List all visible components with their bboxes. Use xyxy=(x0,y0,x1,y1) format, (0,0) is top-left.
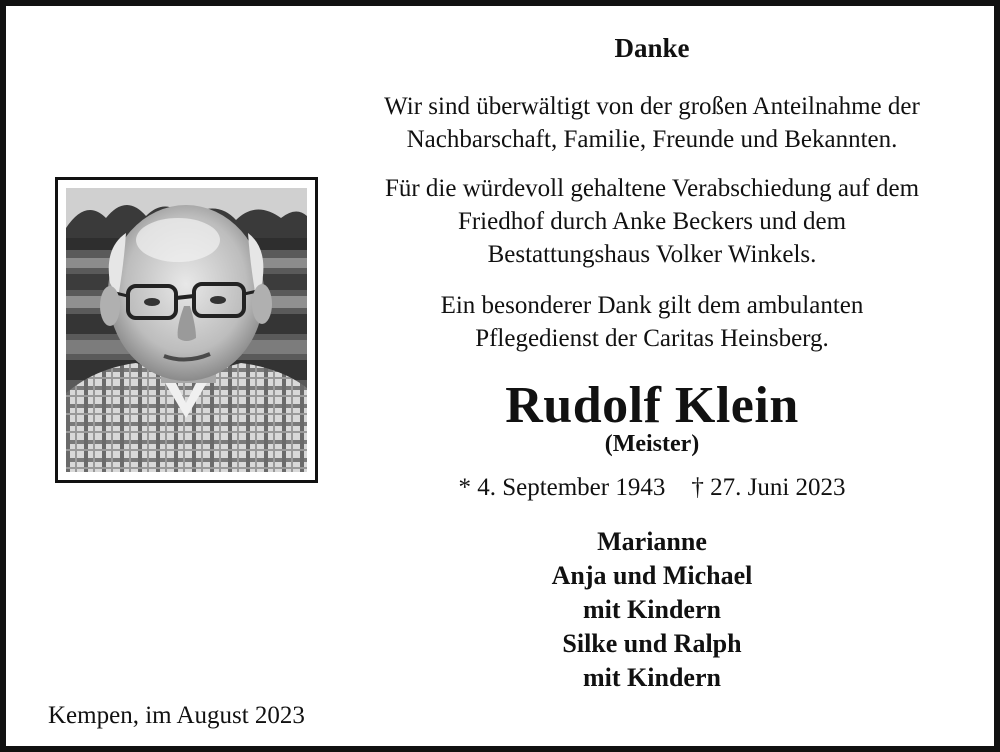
mourner-line: Anja und Michael xyxy=(551,561,753,590)
paragraph-line: Bestattungshaus Volker Winkels. xyxy=(487,241,817,268)
mourner-line: mit Kindern xyxy=(583,663,721,692)
portrait-photo xyxy=(55,177,318,483)
paragraph-line: Nachbarschaft, Familie, Freunde und Bekannten. xyxy=(406,126,898,153)
mourners-list xyxy=(336,525,968,695)
life-dates xyxy=(336,472,968,504)
paragraph-line: Friedhof durch Anke Beckers und dem xyxy=(457,208,847,235)
place-date: Kempen, im August 2023 xyxy=(48,702,305,729)
mourner-line: Silke und Ralph xyxy=(562,629,742,658)
death-date: † 27. Juni 2023 xyxy=(691,474,846,501)
paragraph-line: Wir sind überwältigt von der großen Anteilnahme der xyxy=(384,93,920,120)
mourner-line: Marianne xyxy=(597,527,707,556)
notice-heading: Danke xyxy=(614,33,690,63)
paragraph-line: Ein besonderer Dank gilt dem ambulanten xyxy=(440,292,864,319)
paragraph-line: Für die würdevoll gehaltene Verabschiedung auf dem xyxy=(384,175,920,202)
deceased-name: Rudolf Klein xyxy=(505,377,799,434)
thanks-paragraph-1 xyxy=(336,90,968,156)
mourner-line: mit Kindern xyxy=(583,595,721,624)
portrait-photo-image xyxy=(66,188,307,472)
deceased-title: (Meister) xyxy=(604,431,700,457)
birth-date: * 4. September 1943 xyxy=(458,474,666,501)
thanks-paragraph-2 xyxy=(336,172,968,271)
thanks-paragraph-3 xyxy=(336,289,968,355)
paragraph-line: Pflegedienst der Caritas Heinsberg. xyxy=(475,325,829,352)
